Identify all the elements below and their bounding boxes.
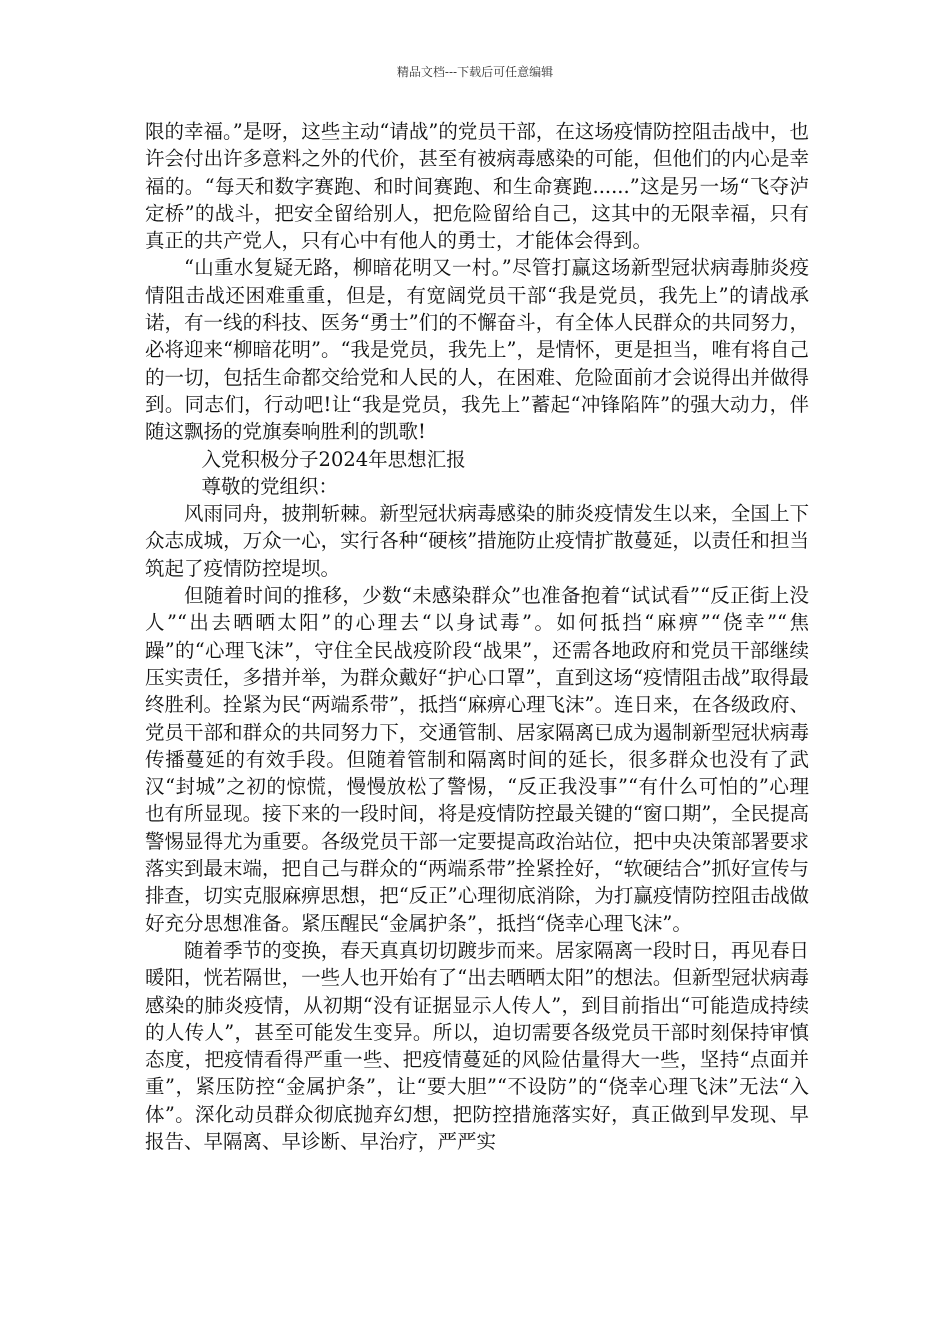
paragraph-4: 但随着时间的推移，少数“未感染群众”也准备抱着“试试看”“反正街上没人”“出去晒晒太阳”的心理去“以身试毒”。如何抵挡“麻痹”“侥幸”“焦躁”的“心理飞沫”，守住全民战疫阶段“战果”，还需各地政府和党员干部继续压实责任，多措并举，为群众戴好“护心口罩”，直到这场“疫情阻击战”取得最终胜利。拴紧为民“两端系带”，抵挡“麻痹心理飞沫”。连日来，在各级政府、党员干部和群众的共同努力下，交通管制、居家隔离已成为遏制新型冠状病毒传播蔓延的有效手段。但随着管制和隔离时间的延长，很多群众也没有了武汉“封城”之初的惊慌，慢慢放松了警惕，“反正我没事”“有什么可怕的”心理也有所显现。接下来的一段时间，将是疫情防控最关键的“窗口期”，全民提高警惕显得尤为重要。各级党员干部一定要提高政治站位，把中央决策部署要求落实到最末端，把自己与群众的“两端系带”拴紧拴好，“软硬结合”抓好宣传与排查，切实克服麻痹思想，把“反正”心理彻底消除，为打赢疫情防控阻击战做好充分思想准备。紧压醒民“金属护条”，抵挡“侥幸心理飞沫”。 [145, 584, 809, 935]
report-title: 入党积极分子2024年思想汇报 [201, 447, 466, 471]
salutation: 尊敬的党组织： [201, 474, 339, 498]
page-header: 精品文档---下载后可任意编辑 [396, 65, 554, 79]
paragraph-3: 风雨同舟，披荆斩棘。新型冠状病毒感染的肺炎疫情发生以来，全国上下众志成城，万众一心，实行各种“硬核”措施防止疫情扩散蔓延，以责任和担当筑起了疫情防控堤坝。 [145, 502, 809, 580]
paragraph-2: “山重水复疑无路，柳暗花明又一村。”尽管打赢这场新型冠状病毒肺炎疫情阻击战还困难重重，但是，有宽阔党员干部“我是党员，我先上”的请战承诺，有一线的科技、医务“勇士”们的不懈奋斗，有全体人民群众的共同努力，必将迎来“柳暗花明”。“我是党员，我先上”，是情怀，更是担当，唯有将自己的一切，包括生命都交给党和人民的人，在困难、危险面前才会说得出并做得到。同志们，行动吧!让“我是党员，我先上”蓄起“冲锋陷阵”的强大动力，伴随这飘扬的党旗奏响胜利的凯歌! [145, 256, 809, 444]
paragraph-1: 限的幸福。”是呀，这些主动“请战”的党员干部，在这场疫情防控阻击战中，也许会付出许多意料之外的代价，甚至有被病毒感染的可能，但他们的内心是幸福的。“每天和数字赛跑、和时间赛跑、和生命赛跑......”这是另一场“飞夺泸定桥”的战斗，把安全留给别人，把危险留给自己，这其中的无限幸福，只有真正的共产党人，只有心中有他人的勇士，才能体会得到。 [145, 120, 809, 253]
paragraph-5: 随着季节的变换，春天真真切切踱步而来。居家隔离一段时日，再见春日暖阳，恍若隔世，一些人也开始有了“出去晒晒太阳”的想法。但新型冠状病毒感染的肺炎疫情，从初期“没有证据显示人传人”，到目前指出“可能造成持续的人传人”，甚至可能发生变异。所以，迫切需要各级党员干部时刻保持审慎态度，把疫情看得严重一些、把疫情蔓延的风险估量得大一些，坚持“点面并重”，紧压防控“金属护条”，让“要大胆”“不设防”的“侥幸心理飞沫”无法“入体”。深化动员群众彻底抛弃幻想，把防控措施落实好，真正做到早发现、早报告、早隔离、早诊断、早治疗，严严实 [145, 938, 809, 1153]
document-body [145, 118, 809, 1155]
